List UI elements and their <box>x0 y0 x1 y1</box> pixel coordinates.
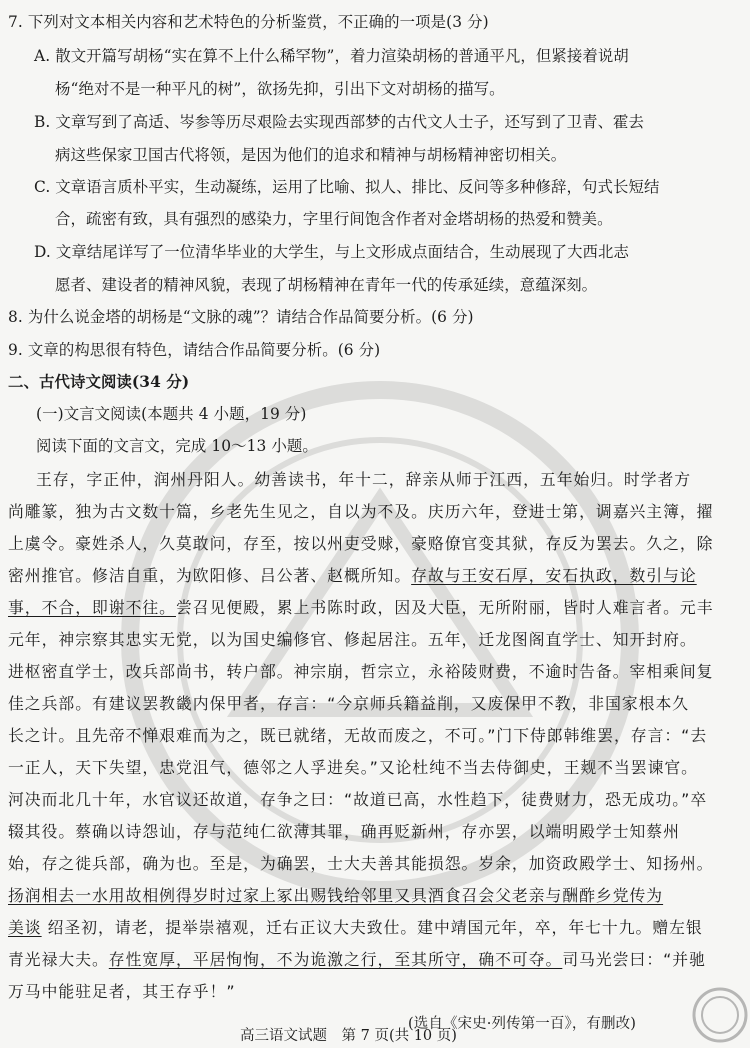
passage-line-5-text: 尝召见便殿，累上书陈时政，因及大臣，无所附丽，皆时人难言者。元丰 <box>175 598 714 617</box>
passage-line-5 <box>8 595 714 618</box>
passage-line-16-text-a: 青光禄大夫。 <box>8 950 109 969</box>
section-heading: 二、古代诗文阅读(34 分) <box>8 373 190 391</box>
q7-option-d-line2: 愿者、建设者的精神风貌，表现了胡杨精神在青年一代的传承延续，意蕴深刻。 <box>55 276 598 294</box>
underlined-sentence-1a: 存故与王安石厚，安石执政，数引与论 <box>411 566 697 585</box>
underlined-sentence-3: 存性宽厚，平居恂恂，不为诡激之行，至其所守，确不可夺。 <box>108 950 563 969</box>
passage-line-7: 进枢密直学士，改兵部尚书，转户部。神宗崩，哲宗立，永裕陵财费，不逾时告备。宰相乘间复 <box>8 662 714 681</box>
passage-line-9: 长之计。且先帝不惮艰难而为之，既已就绪，无故而废之，不可。”门下侍郎韩维罢，存言：“去 <box>8 726 708 745</box>
q7-option-a-line2: 杨“绝对不是一种平凡的树”，欲扬先抑，引出下文对胡杨的描写。 <box>55 80 505 98</box>
passage-line-13: 始，存之徙兵部，确为也。至是，为确罢，士大夫善其能损怨。岁余，加资政殿学士、知扬州。 <box>8 854 714 873</box>
passage-line-2: 尚雕篆，独为古文数十篇，乡老先生见之，自以为不及。庆历六年，登进士第，调嘉兴主簿，擢 <box>8 502 714 521</box>
q7-option-b-line2: 病这些保家卫国古代将领，是因为他们的追求和精神与胡杨精神密切相关。 <box>55 146 567 164</box>
passage-line-15-text: 绍圣初，请老，提举崇禧观，迁右正议大夫致仕。建中靖国元年，卒，年七十九。赠左银 <box>41 918 703 937</box>
passage-line-10: 一正人，天下失望，忠党沮气，德邻之人孚进矣。”又论杜纯不当去侍御史，王觌不当罢谏官。 <box>8 758 698 777</box>
passage-line-17: 万马中能驻足者，其王存乎！” <box>8 982 236 1001</box>
passage-line-4-text: 密州推官。修洁自重，为欧阳修、吕公著、赵概所知。 <box>8 566 412 585</box>
passage-line-3: 上虞令。豪姓杀人，久莫敢问，存至，按以州吏受赇，豪赂僚官变其狱，存反为罢去。久之，除 <box>8 534 714 553</box>
passage-line-16-text-c: 司马光尝曰：“并驰 <box>562 950 706 969</box>
passage-line-1: 王存，字正仲，润州丹阳人。幼善读书，年十二，辞亲从师于江西，五年始归。时学者方 <box>36 470 692 489</box>
watermark-stamp-icon <box>690 985 750 1045</box>
passage-line-4 <box>8 563 697 586</box>
q7-option-c-line2: 合，疏密有致，具有强烈的感染力，字里行间饱含作者对金塔胡杨的热爱和赞美。 <box>55 210 613 228</box>
underlined-sentence-2a: 扬润相去一水用故相例得岁时过家上冢出赐钱给邻里又具酒食召会父老亲与酬酢乡党传为 <box>8 886 664 905</box>
q7-stem: 7. 下列对文本相关内容和艺术特色的分析鉴赏，不正确的一项是(3 分) <box>8 13 489 31</box>
q7-option-b-line1: B. 文章写到了高适、岑参等历尽艰险去实现西部梦的古代文人士子，还写到了卫青、霍去 <box>34 113 645 131</box>
q7-option-a-line1: A. 散文开篇写胡杨“实在算不上什么稀罕物”，着力渲染胡杨的普通平凡，但紧接着说胡 <box>34 47 629 65</box>
instruction: 阅读下面的文言文，完成 10～13 小题。 <box>36 437 318 455</box>
q9: 9. 文章的构思很有特色，请结合作品简要分析。(6 分) <box>8 341 381 359</box>
q8: 8. 为什么说金塔的胡杨是“文脉的魂”？请结合作品简要分析。(6 分) <box>8 308 474 326</box>
source-citation: (选自《宋史·列传第一百》，有删改) <box>408 1016 636 1032</box>
passage-line-16 <box>8 947 706 970</box>
page-footer: 高三语文试题 第 7 页(共 10 页) <box>240 1028 457 1044</box>
q7-option-c-line1: C. 文章语言质朴平实，生动凝练，运用了比喻、拟人、排比、反问等多种修辞，句式长短结 <box>34 178 660 196</box>
underlined-sentence-2b: 美谈 <box>8 918 42 937</box>
passage-line-6: 元年，神宗察其忠实无党，以为国史编修官、修起居注。五年，迁龙图阁直学士、知开封府。 <box>8 630 697 649</box>
passage-line-15 <box>8 915 703 938</box>
passage-line-12: 辍其役。蔡确以诗怨讪，存与范纯仁欲薄其罪，确再贬新州，存亦罢，以端明殿学士知蔡州 <box>8 822 680 841</box>
q7-option-d-line1: D. 文章结尾详写了一位清华毕业的大学生，与上文形成点面结合，生动展现了大西北志 <box>34 243 630 261</box>
subsection-heading: (一)文言文阅读(本题共 4 小题，19 分) <box>36 405 307 423</box>
passage-line-11: 河决而北几十年，水官议还故道，存争之曰：“故道已高，水性趋下，徒费财力，恐无成功。”卒 <box>8 790 708 809</box>
underlined-sentence-1b: 事，不合，即谢不往。 <box>8 598 176 617</box>
passage-line-8: 佳之兵部。有建议罢教畿内保甲者，存言：“今京师兵籍益削，又废保甲不教，非国家根本久 <box>8 694 690 713</box>
